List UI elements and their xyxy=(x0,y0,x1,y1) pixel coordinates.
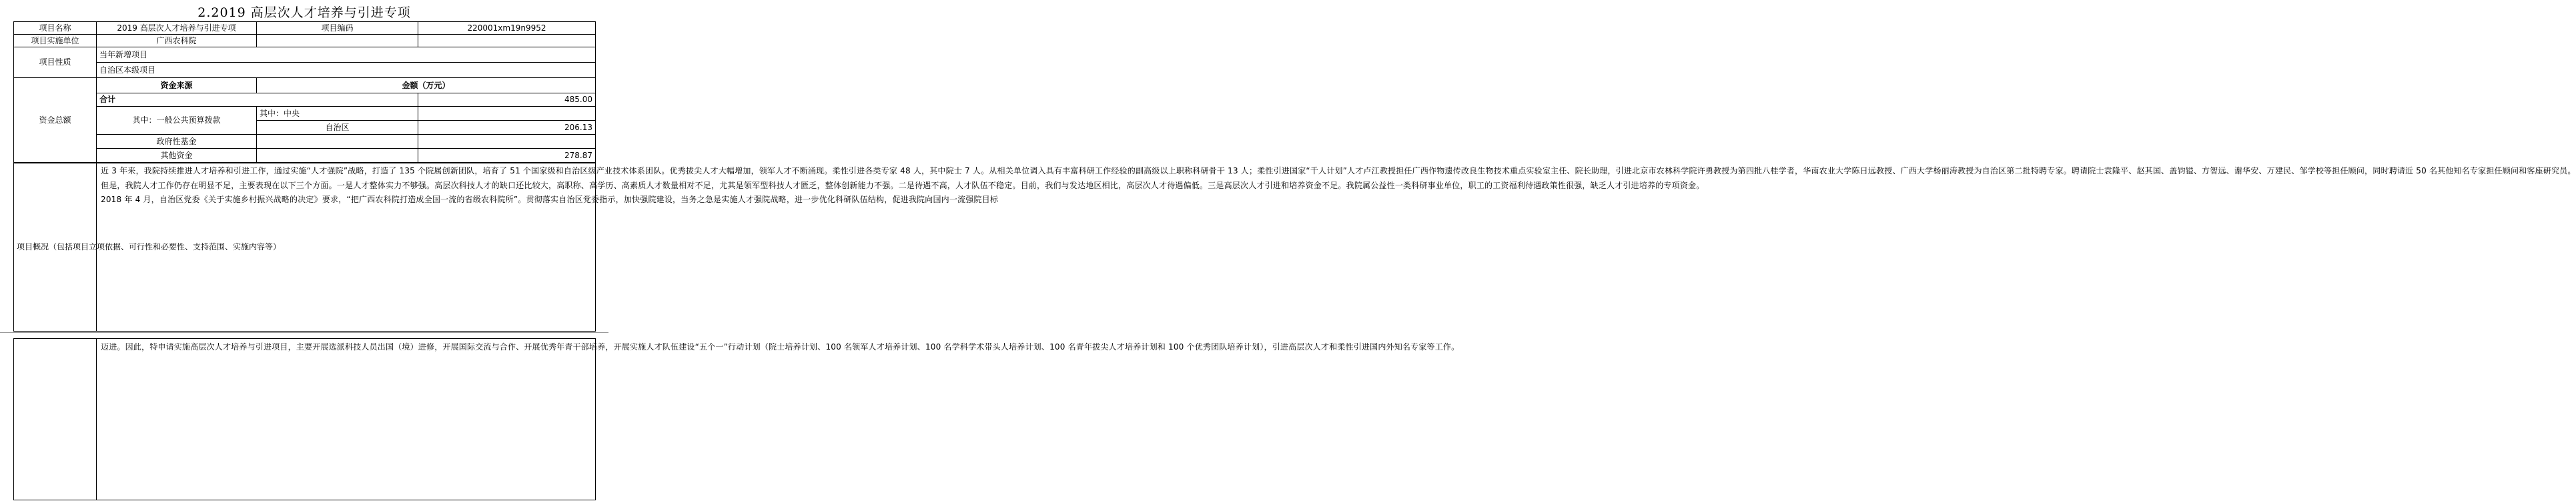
project-nature-label: 项目性质 xyxy=(14,47,97,78)
project-nature-value-level: 自治区本级项目 xyxy=(97,63,596,78)
other-funds-value: 278.87 xyxy=(418,149,596,163)
funds-amount-header: 金额（万元） xyxy=(257,78,596,93)
project-info-table xyxy=(13,21,596,47)
project-nature-table xyxy=(13,47,596,78)
project-name-label: 项目名称 xyxy=(14,22,97,35)
overview-paragraph: 2018 年 4 月，自治区党委《关于实施乡村振兴战略的决定》要求，“把广西农科院打造成全国一流的省级农科院所”。贯彻落实自治区党委指示，加快强院建设，当务之急是实施人才强院战略，进一步优化科研队伍结构，促进我院向国内一流强院目标 xyxy=(101,195,999,204)
funds-total-label: 资金总额 xyxy=(14,78,97,163)
overview-paragraph: 迈进。因此，特申请实施高层次人才培养与引进项目，主要开展选派科技人员出国（境）进修，开展国际交流与合作、开展优秀年青干部培养，开展实施人才队伍建设“五个一”行动计划（院士培养计划、100 名领军人才培养计划、100 名学科学术带头人培养计划、100 名青年拔尖人才培养计划和 100 个优秀团队培养计划），引进高层次人才和柔性引进国内外知名专家等工作。 xyxy=(101,342,1460,352)
implementing-unit-label: 项目实施单位 xyxy=(14,35,97,47)
project-nature-value-new: 当年新增项目 xyxy=(97,47,596,63)
overview-continued-table xyxy=(13,338,1460,500)
funds-source-header: 资金来源 xyxy=(97,78,257,93)
other-funds-label: 其他资金 xyxy=(97,149,257,163)
implementing-unit-value: 广西农科院 xyxy=(97,35,257,47)
empty-cell xyxy=(257,35,418,47)
overview-label: 项目概况（包括项目立项依据、可行性和必要性、支持范围、实施内容等） xyxy=(14,163,97,332)
empty-cell xyxy=(14,339,97,500)
project-code-label: 项目编码 xyxy=(257,22,418,35)
page-break-divider xyxy=(0,332,608,333)
empty-cell xyxy=(257,135,418,149)
gov-fund-value xyxy=(418,135,596,149)
page-title: 2.2019 高层次人才培养与引进专项 xyxy=(197,5,411,20)
overview-table xyxy=(13,163,2576,332)
region-label: 自治区 xyxy=(257,121,418,135)
gov-fund-label: 政府性基金 xyxy=(97,135,257,149)
central-value xyxy=(418,107,596,121)
central-label: 其中：中央 xyxy=(257,107,418,121)
funds-total-value: 485.00 xyxy=(418,93,596,107)
region-value: 206.13 xyxy=(418,121,596,135)
project-name-value: 2019 高层次人才培养与引进专项 xyxy=(97,22,257,35)
overview-paragraph: 近 3 年来，我院持续推进人才培养和引进工作，通过实施“人才强院”战略，打造了 135 个院属创新团队，培育了 51 个国家级和自治区级产业技术体系团队。优秀拔尖人才大幅增加，领军人才不断涌现。柔性引进各类专家 48 人，其中院士 7 人。从相关单位调入具有丰富科研工作经验的副高级以上职称科研骨干 13 人；柔性引进国家“千人计划”人才卢江教授担任广西作物遗传改良生物技术重点实验室主任、院长助理，引进北京市农林科学院许勇教授为第四批八桂学者，华南农业大学陈日远教授、广西大学杨丽涛教授为自治区第二批特聘专家。聘请院士袁隆平、赵其国、盖钧镒、方智远、谢华安、万建民、邹学校等担任顾问，同时聘请近 50 名其他知名专家担任顾问和客座研究员。 xyxy=(101,166,2576,175)
project-code-value: 220001xm19n9952 xyxy=(418,22,596,35)
funds-total-row-label: 合计 xyxy=(97,93,418,107)
overview-paragraph: 但是，我院人才工作仍存在明显不足，主要表现在以下三个方面。一是人才整体实力不够强。高层次科技人才的缺口还比较大，高职称、高学历、高素质人才数量相对不足，尤其是领军型科技人才匮乏，整体创新能力不强。二是待遇不高，人才队伍不稳定。目前，我们与发达地区相比，高层次人才待遇偏低。三是高层次人才引进和培养资金不足。我院属公益性一类科研事业单位，职工的工资福利待遇政策性很强，缺乏人才引进培养的专项资金。 xyxy=(101,180,1705,190)
empty-cell xyxy=(257,149,418,163)
general-budget-label: 其中：一般公共预算拨款 xyxy=(97,107,257,135)
empty-cell xyxy=(418,35,596,47)
funds-table xyxy=(13,77,596,163)
overview-content-continued xyxy=(97,339,1460,500)
